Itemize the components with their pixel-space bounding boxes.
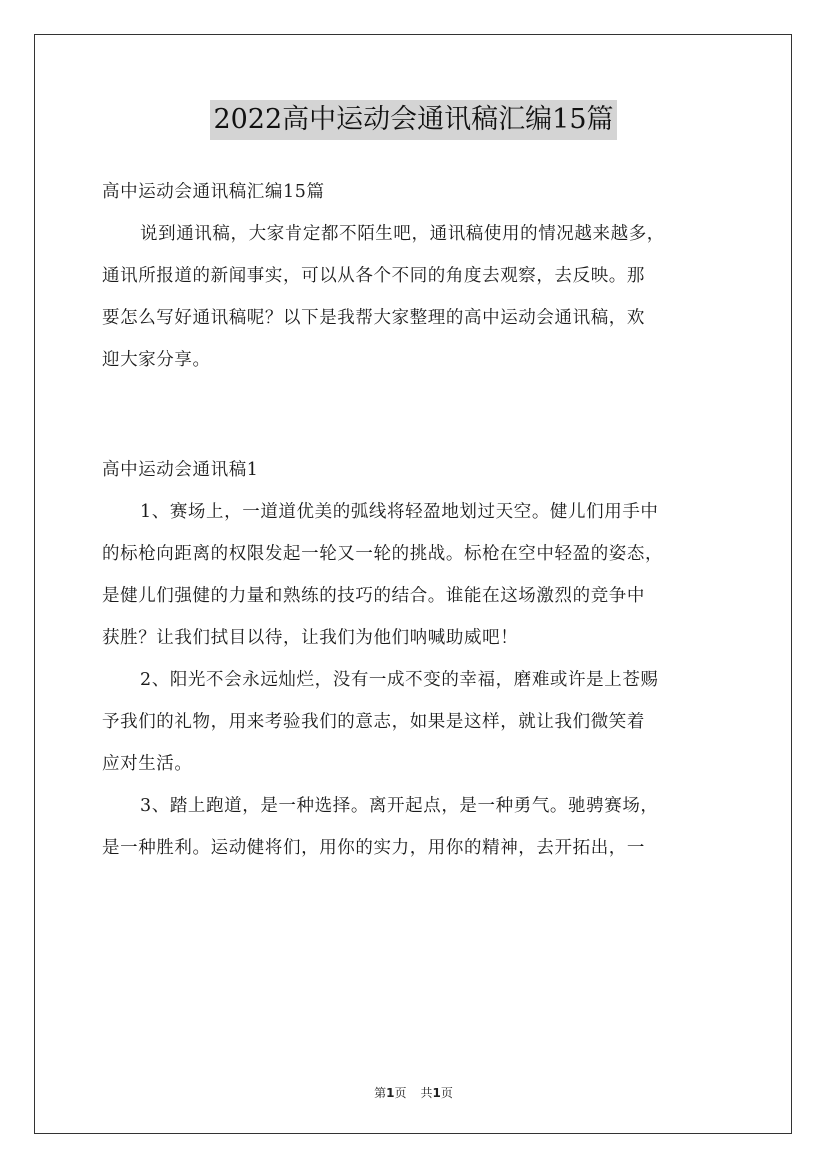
intro-line: 说到通讯稿，大家肯定都不陌生吧，通讯稿使用的情况越来越多， [140, 224, 665, 244]
paragraph-3 [102, 785, 742, 869]
paragraph-2 [102, 659, 742, 785]
page-total: 1 [432, 1086, 441, 1100]
paragraph-line: 是健儿们强健的力量和熟练的技巧的结合。谁能在这场激烈的竞争中 [102, 586, 645, 606]
paragraph-line: 应对生活。 [102, 754, 193, 774]
intro-line: 迎大家分享。 [102, 350, 211, 370]
section-heading: 高中运动会通讯稿1 [102, 460, 259, 480]
document-subtitle: 高中运动会通讯稿汇编15篇 [102, 182, 325, 202]
paragraph-line: 3、踏上跑道，是一种选择。离开起点，是一种勇气。驰骋赛场， [140, 796, 659, 816]
intro-line: 通讯所报道的新闻事实，可以从各个不同的角度去观察，去反映。那 [102, 266, 645, 286]
paragraph-line: 的标枪向距离的权限发起一轮又一轮的挑战。标枪在空中轻盈的姿态， [102, 544, 664, 564]
total-prefix: 共 [420, 1086, 433, 1100]
page-prefix: 第 [374, 1086, 387, 1100]
page-suffix: 页 [394, 1086, 407, 1100]
paragraph-1 [102, 491, 742, 659]
page-footer [0, 1084, 827, 1101]
total-suffix: 页 [440, 1086, 453, 1100]
paragraph-line: 是一种胜利。运动健将们，用你的实力，用你的精神，去开拓出，一 [102, 838, 645, 858]
title-container [0, 100, 827, 140]
paragraph-line: 1、赛场上，一道道优美的弧线将轻盈地划过天空。健儿们用手中 [140, 502, 659, 522]
paragraph-line: 2、阳光不会永远灿烂，没有一成不变的幸福，磨难或许是上苍赐 [140, 670, 659, 690]
page-current: 1 [386, 1086, 395, 1100]
document-title: 2022高中运动会通讯稿汇编15篇 [210, 100, 616, 140]
intro-paragraph [102, 213, 742, 381]
paragraph-line: 获胜？让我们拭目以待，让我们为他们呐喊助威吧！ [102, 628, 519, 648]
section-spacer [102, 381, 742, 449]
paragraph-line: 予我们的礼物，用来考验我们的意志，如果是这样，就让我们微笑着 [102, 712, 645, 732]
intro-line: 要怎么写好通讯稿呢？以下是我帮大家整理的高中运动会通讯稿，欢 [102, 308, 645, 328]
document-body [102, 171, 742, 869]
